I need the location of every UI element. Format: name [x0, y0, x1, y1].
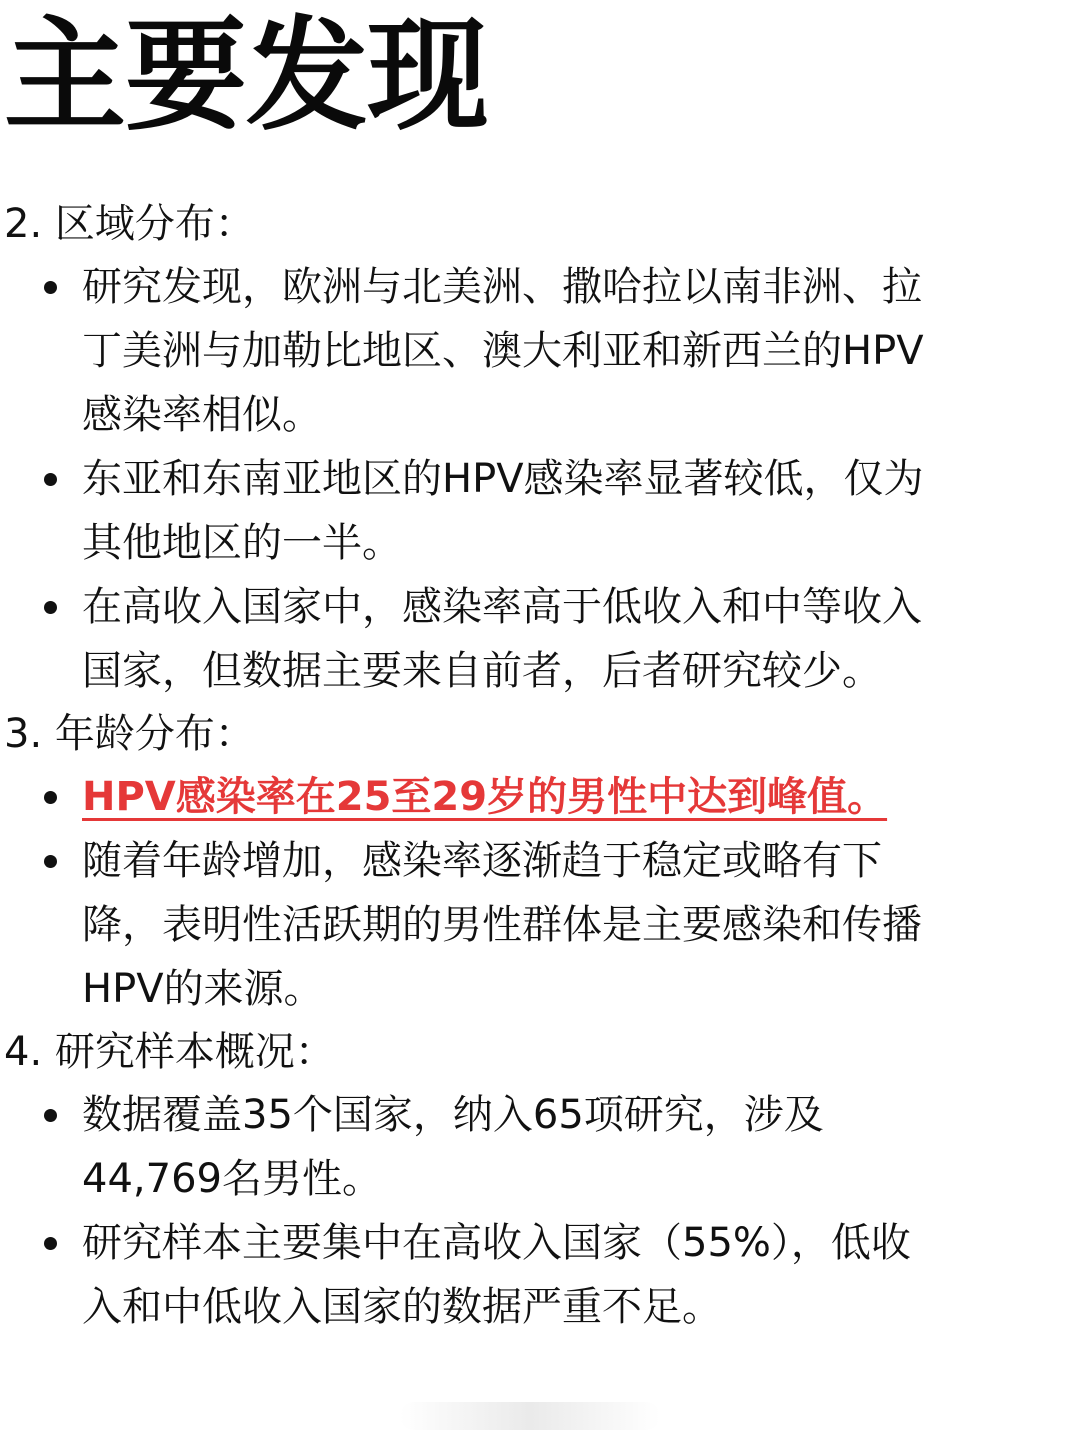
bullet-text-line: 入和中低收入国家的数据严重不足。	[82, 1284, 722, 1330]
bullet-text-line: 降，表明性活跃期的男性群体是主要感染和传播	[82, 902, 922, 948]
bullet-text-line: 在高收入国家中，感染率高于低收入和中等收入	[82, 584, 922, 630]
section-heading-region: 2. 区域分布：	[4, 201, 255, 247]
bullet-text-line: 44,769名男性。	[82, 1156, 382, 1202]
bullet-dot-icon	[44, 601, 57, 614]
bullet-text-line: 数据覆盖35个国家，纳入65项研究，涉及	[82, 1092, 824, 1138]
bullet-text-line: 感染率相似。	[82, 392, 322, 438]
highlighted-text-line	[82, 765, 1060, 829]
bullet-text-line: 国家，但数据主要来自前者，后者研究较少。	[82, 648, 882, 694]
bullet-item	[0, 575, 1080, 703]
highlighted-bullet-item	[0, 765, 1080, 829]
bullet-item	[0, 1083, 1080, 1211]
findings-content	[0, 193, 1080, 1339]
bullet-item	[0, 447, 1080, 575]
bullet-item	[0, 1211, 1080, 1339]
bullet-dot-icon	[44, 473, 57, 486]
section-heading-age: 3. 年龄分布：	[4, 711, 255, 757]
bullet-text-line: 研究样本主要集中在高收入国家（55%），低收	[82, 1220, 911, 1266]
bullet-text-line: 丁美洲与加勒比地区、澳大利亚和新西兰的HPV	[82, 328, 924, 374]
section-heading-sample: 4. 研究样本概况：	[4, 1029, 335, 1075]
bullet-dot-icon	[44, 281, 57, 294]
bullet-dot-icon	[44, 1109, 57, 1122]
bullet-text-line: 其他地区的一半。	[82, 520, 402, 566]
page-title: 主要发现	[4, 5, 488, 147]
bullet-dot-icon	[44, 855, 57, 868]
bullet-text-line: 东亚和东南亚地区的HPV感染率显著较低，仅为	[82, 456, 924, 502]
watermark-logo	[400, 1402, 660, 1430]
bullet-dot-icon	[44, 791, 57, 804]
bullet-item	[0, 829, 1080, 1021]
bullet-item	[0, 255, 1080, 447]
highlighted-text: HPV感染率在25至29岁的男性中达到峰值。	[82, 774, 888, 820]
bullet-text-line: 研究发现，欧洲与北美洲、撒哈拉以南非洲、拉	[82, 264, 922, 310]
bullet-text-line: 随着年龄增加，感染率逐渐趋于稳定或略有下	[82, 838, 882, 884]
bullet-text-line: HPV的来源。	[82, 966, 324, 1012]
bullet-dot-icon	[44, 1237, 57, 1250]
